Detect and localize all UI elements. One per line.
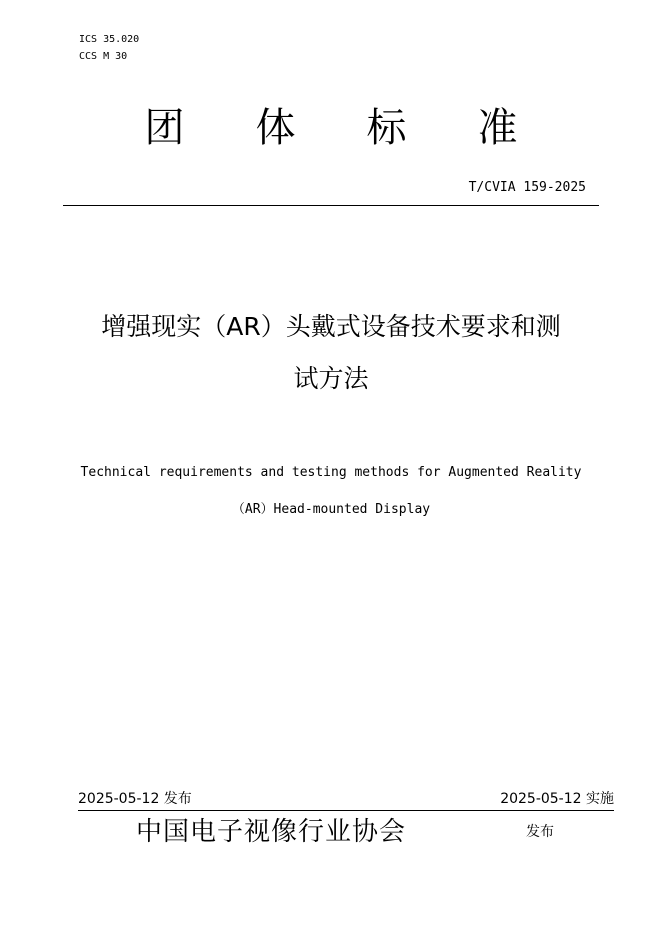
issuer-name: 中国电子视像行业协会 <box>136 817 407 847</box>
header-divider <box>63 205 599 206</box>
publish-date: 2025-05-12 发布 <box>78 791 192 807</box>
title-en-line-2: （AR）Head-mounted Display <box>231 502 431 517</box>
standard-type-char: 团 <box>144 105 185 151</box>
implement-date: 2025-05-12 实施 <box>500 791 614 807</box>
standard-type-char: 体 <box>255 105 296 151</box>
title-cn-line-1: 增强现实（AR）头戴式设备技术要求和测 <box>101 312 561 341</box>
standard-number: T/CVIA 159-2025 <box>468 180 586 195</box>
standard-type-char: 准 <box>477 105 518 151</box>
footer-divider <box>78 810 614 811</box>
ics-code: ICS 35.020 <box>79 34 140 45</box>
issuer-suffix: 发布 <box>526 824 554 840</box>
ccs-code: CCS M 30 <box>79 51 128 62</box>
standard-type-char: 标 <box>366 105 407 151</box>
standard-type-heading <box>0 100 662 156</box>
title-en-line-1: Technical requirements and testing methods for Augmented Reality <box>80 465 582 480</box>
title-cn-line-2: 试方法 <box>293 364 369 393</box>
